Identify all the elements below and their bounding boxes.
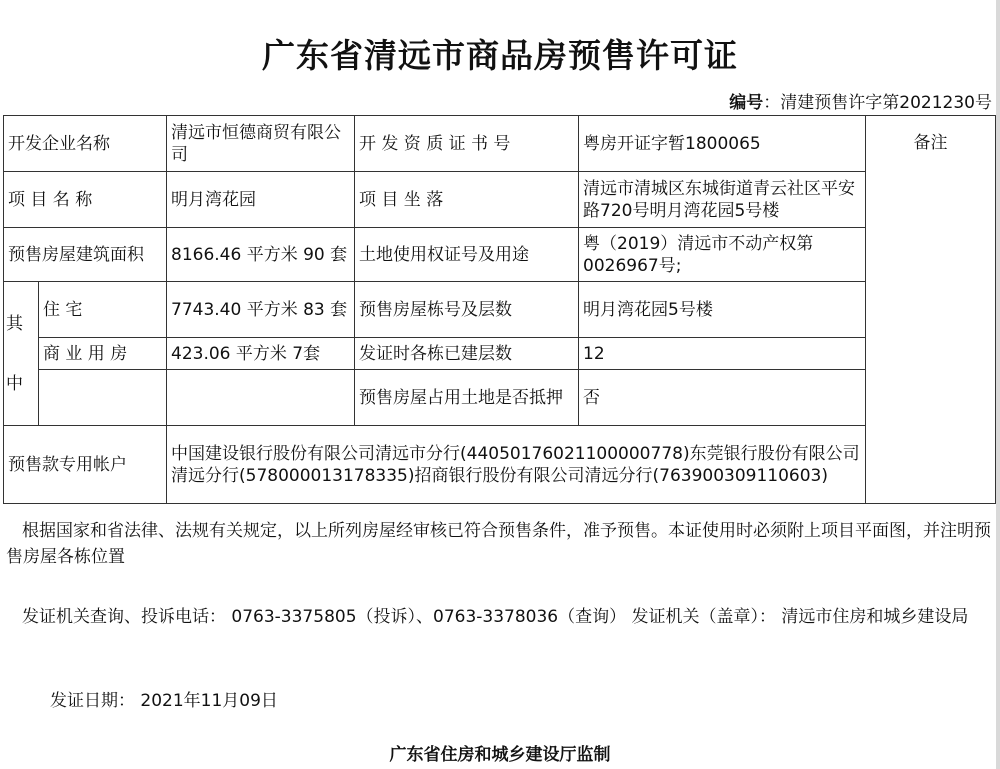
account-value: 中国建设银行股份有限公司清远市分行(440501760211000007​78)东莞银行股份有限公司清远分行(578000013178335)招商银行股份有限公司清远分行(763900309110603) — [167, 426, 866, 504]
mortgage-label: 预售房屋占用土地是否抵押 — [355, 370, 579, 426]
document-title: 广东省清远市商品房预售许可证 — [262, 36, 738, 75]
building-floors-value: 明月湾花园5号楼 — [579, 282, 866, 338]
qualification-label: 开 发 资 质 证 书 号 — [355, 116, 579, 172]
built-floors-label: 发证时各栋已建层数 — [355, 338, 579, 370]
developer-label: 开发企业名称 — [4, 116, 167, 172]
qualification-value: 粤房开证字暂1800065 — [579, 116, 866, 172]
empty-cell — [39, 370, 167, 426]
table-row — [4, 338, 996, 370]
table-row — [4, 426, 996, 504]
project-name-value: 明月湾花园 — [167, 172, 355, 228]
table-row — [4, 370, 996, 426]
residential-value: 7743.40 平方米 83 套 — [167, 282, 355, 338]
table-row — [4, 282, 996, 338]
developer-value: 清远市恒德商贸有限公司 — [167, 116, 355, 172]
legal-statement: 根据国家和省法律、法规有关规定，以上所列房屋经审核已符合预售条件，准予预售。本证使用时必须附上项目平面图，并注明预售房屋各栋位置 — [6, 521, 991, 567]
certificate-number-value: ：清建预售许字第2021230号 — [763, 93, 992, 113]
issue-date: 发证日期： 2021年11月09日 — [50, 691, 278, 711]
certificate-number — [729, 88, 992, 113]
residential-label: 住 宅 — [39, 282, 167, 338]
table-row — [4, 116, 996, 172]
building-floors-label: 预售房屋栋号及层数 — [355, 282, 579, 338]
among-label: 其中 — [4, 282, 39, 426]
empty-cell — [167, 370, 355, 426]
certificate-number-label: 编号 — [729, 93, 764, 113]
supervision-note: 广东省住房和城乡建设厅监制 — [389, 745, 611, 765]
scrollbar-edge[interactable] — [996, 0, 1000, 769]
presale-area-value: 8166.46 平方米 90 套 — [167, 228, 355, 282]
contact-info: 发证机关查询、投诉电话： 0763-3375805（投诉）、0763-3378036（查询） 发证机关（盖章）： 清远市住房和城乡建设局 — [22, 607, 969, 627]
table-row — [4, 172, 996, 228]
table-row — [4, 228, 996, 282]
built-floors-value: 12 — [579, 338, 866, 370]
mortgage-value: 否 — [579, 370, 866, 426]
land-cert-label: 土地使用权证号及用途 — [355, 228, 579, 282]
account-label: 预售款专用帐户 — [4, 426, 167, 504]
remarks-cell — [866, 116, 996, 504]
location-label: 项 目 坐 落 — [355, 172, 579, 228]
certificate-table — [3, 115, 996, 504]
project-name-label: 项 目 名 称 — [4, 172, 167, 228]
presale-area-label: 预售房屋建筑面积 — [4, 228, 167, 282]
commercial-label: 商 业 用 房 — [39, 338, 167, 370]
location-value: 清远市清城区东城街道青云社区平安路720号明月湾花园5号楼 — [579, 172, 866, 228]
commercial-value: 423.06 平方米 7套 — [167, 338, 355, 370]
land-cert-value: 粤（2019）清远市不动产权第0026967号; — [579, 228, 866, 282]
remarks-label: 备注 — [913, 133, 948, 153]
